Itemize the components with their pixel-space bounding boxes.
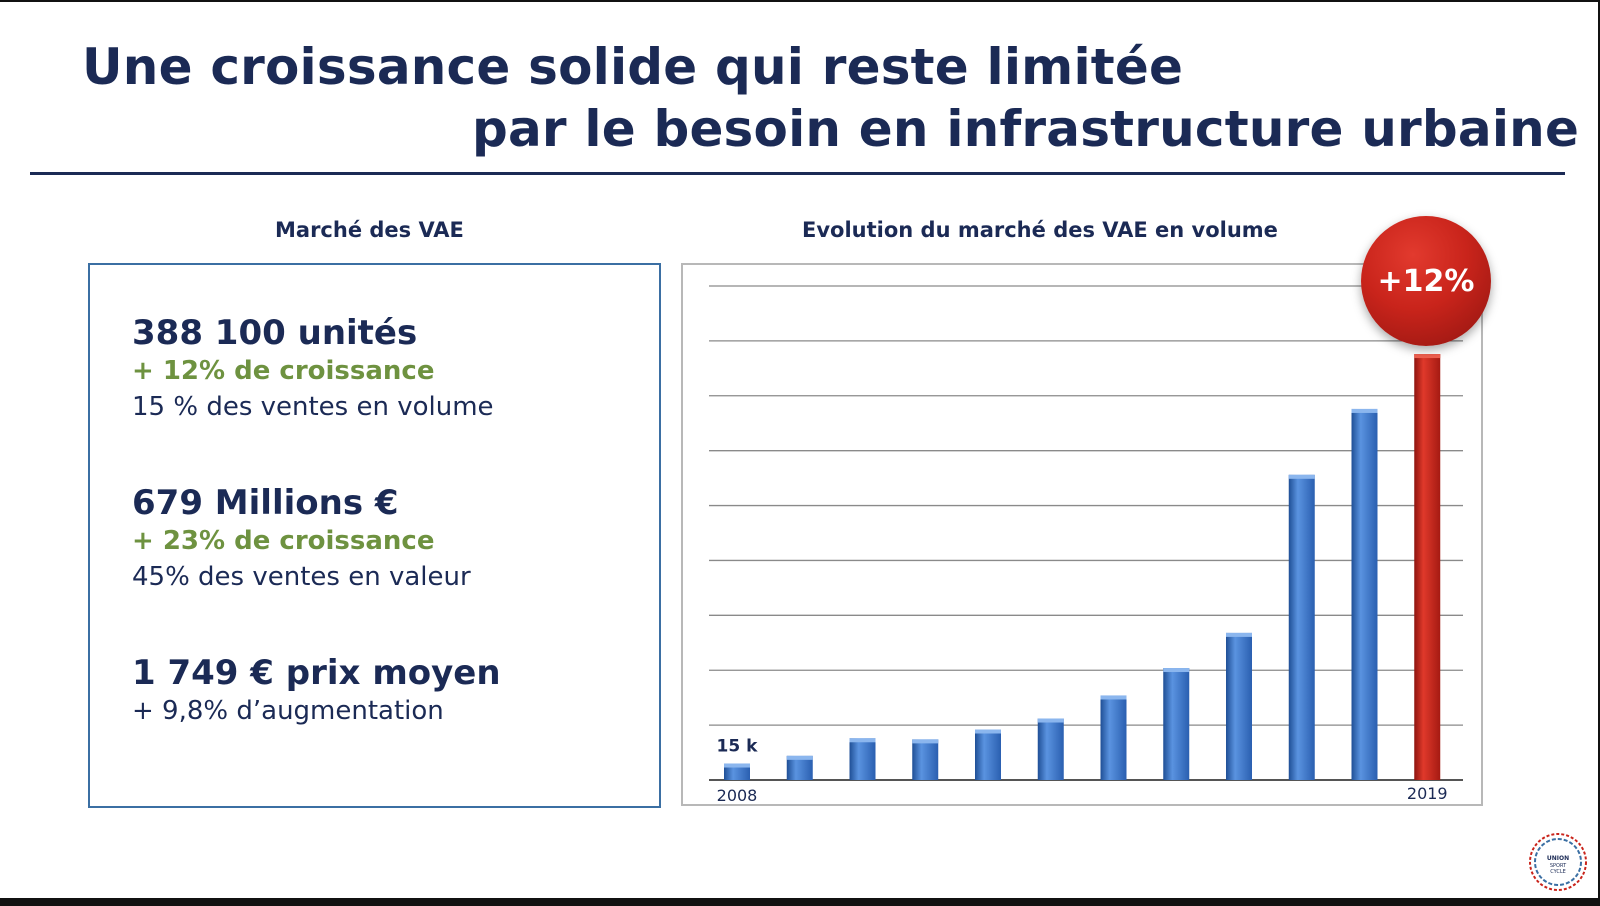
kpi-price xyxy=(132,653,501,729)
chart-bars xyxy=(724,354,1440,780)
bar-top-2015 xyxy=(1163,668,1189,672)
svg-text:SPORT: SPORT xyxy=(1549,863,1567,869)
bar-2019 xyxy=(1414,354,1440,780)
growth-badge-text: +12% xyxy=(1377,263,1475,299)
kpi-panel-label: Marché des VAE xyxy=(275,218,464,242)
kpi-units-share: 15 % des ventes en volume xyxy=(132,392,494,422)
frame-top-border xyxy=(0,0,1600,2)
bar-top-2010 xyxy=(850,738,876,742)
bar-top-2009 xyxy=(787,756,813,760)
bar-top-2012 xyxy=(975,730,1001,734)
bar-top-2008 xyxy=(724,764,750,768)
bar-top-2014 xyxy=(1101,695,1127,699)
kpi-units-growth: + 12% de croissance xyxy=(132,356,435,386)
kpi-panel xyxy=(88,263,661,808)
chart-title: Evolution du marché des VAE en volume xyxy=(802,218,1278,242)
kpi-units-value: 388 100 unités xyxy=(132,313,418,353)
growth-badge xyxy=(1361,216,1491,346)
kpi-price-value: 1 749 € prix moyen xyxy=(132,653,501,693)
title-divider xyxy=(30,172,1565,175)
bar-top-2017 xyxy=(1289,475,1315,479)
bar-2011 xyxy=(912,739,938,780)
bar-2013 xyxy=(1038,719,1064,780)
x-tick-label-last: 2019 xyxy=(1406,784,1448,803)
bar-2014 xyxy=(1101,695,1127,780)
bar-2018 xyxy=(1352,409,1378,780)
slide-title-line2: par le besoin en infrastructure urbaine xyxy=(472,100,1580,158)
bar-2010 xyxy=(850,738,876,780)
bar-2012 xyxy=(975,730,1001,780)
kpi-revenue-growth: + 23% de croissance xyxy=(132,526,435,556)
kpi-units xyxy=(132,313,494,425)
bar-top-2011 xyxy=(912,739,938,743)
bar-top-2019 xyxy=(1414,354,1440,358)
kpi-revenue xyxy=(132,483,471,595)
slide-title-line1: Une croissance solide qui reste limitée xyxy=(82,38,1184,96)
svg-text:UNION: UNION xyxy=(1546,855,1570,862)
bar-2015 xyxy=(1163,668,1189,780)
chart-gridlines xyxy=(709,286,1463,780)
bar-2016 xyxy=(1226,633,1252,780)
kpi-revenue-share: 45% des ventes en valeur xyxy=(132,562,471,592)
frame-bottom-border xyxy=(0,898,1600,906)
bar-top-2016 xyxy=(1226,633,1252,637)
volume-bar-chart xyxy=(681,263,1483,806)
union-sport-cycle-logo xyxy=(1526,830,1590,894)
kpi-price-change: + 9,8% d’augmentation xyxy=(132,696,444,726)
data-label-first: 15 k xyxy=(716,736,758,757)
chart-labels xyxy=(717,737,1448,805)
bar-top-2013 xyxy=(1038,719,1064,723)
kpi-revenue-value: 679 Millions € xyxy=(132,483,399,523)
bar-2017 xyxy=(1289,475,1315,780)
bar-top-2018 xyxy=(1352,409,1378,413)
x-tick-label-first: 2008 xyxy=(716,786,758,805)
svg-text:CYCLE: CYCLE xyxy=(1550,869,1566,875)
